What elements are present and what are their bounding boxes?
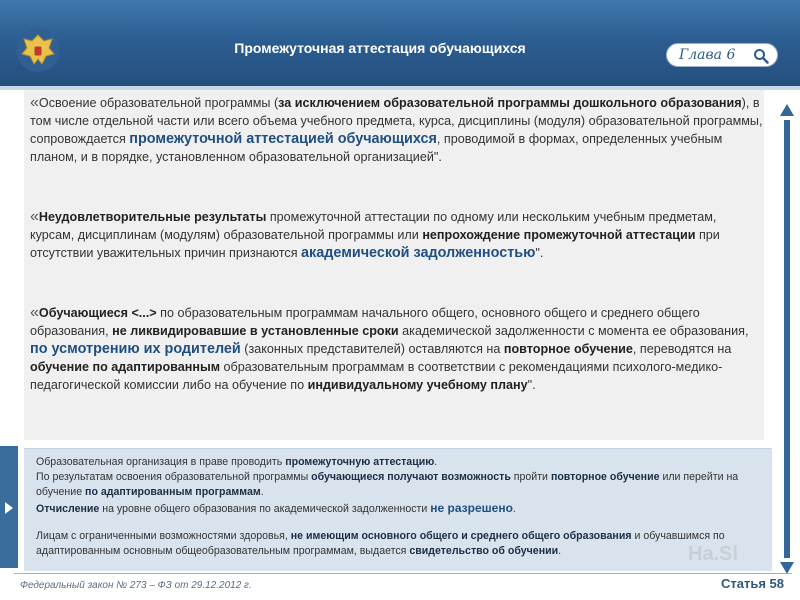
quote-mark: «	[30, 208, 39, 225]
bold-text: повторное обучение	[503, 342, 633, 356]
quote-mark: «	[30, 94, 39, 111]
text: академической задолженности с момента ее образования,	[398, 324, 749, 338]
text: промежуточной аттестации по одному или нескольким учебным предметам, курсам, дисциплинам (модулям) образовательной программы или	[30, 210, 717, 242]
text: образовательным программам в соответствии с рекомендациями психолого-медико-педагогической комиссии либо на обучение по	[30, 360, 723, 392]
note-paragraph-3	[36, 529, 764, 559]
page-title: Промежуточная аттестация обучающихся	[234, 40, 526, 56]
bold-text: Отчисление	[36, 503, 100, 515]
text: , проводимой в формах, определенных учебным планом, и в порядке, установленном образовательной организацией".	[30, 132, 723, 164]
bold-text: обучение по адаптированным	[30, 360, 221, 374]
highlight-text: по усмотрению их родителей	[30, 341, 241, 357]
bold-text: по адаптированным программам	[85, 486, 261, 498]
scroll-up-arrow-icon[interactable]	[780, 104, 794, 116]
text: и обучавшимся по адаптированным основным общеобразовательным программам, выдается	[36, 530, 725, 557]
text: пройти	[510, 471, 551, 483]
article-number: Статья 58	[720, 576, 784, 591]
text: Образовательная организация в праве проводить	[36, 456, 286, 468]
text: Освоение образовательной программы (	[38, 96, 279, 110]
text: ".	[535, 246, 544, 260]
bold-text: индивидуальному учебному плану	[307, 378, 528, 392]
highlight-text: не разрешено	[430, 501, 513, 515]
text: по образовательным программам начального общего, основного общего и среднего общего образования,	[30, 306, 700, 338]
text: .	[434, 456, 438, 468]
bold-text: непрохождение промежуточной аттестации	[422, 228, 696, 242]
scrollbar[interactable]	[780, 104, 794, 574]
summary-note	[24, 448, 772, 571]
play-arrow-icon	[5, 502, 13, 514]
text: на уровне общего образования по академической задолженности	[99, 503, 431, 515]
bold-text: обучающиеся получают возможность	[311, 471, 511, 483]
note-paragraph-1	[36, 455, 764, 500]
text: ".	[527, 378, 536, 392]
text: при отсутствии уважительных причин признаются	[30, 228, 720, 260]
search-icon[interactable]	[753, 48, 769, 64]
text: , переводятся на	[632, 342, 732, 356]
text: .	[558, 545, 562, 557]
paragraph-3	[30, 304, 770, 394]
note-paragraph-2	[36, 501, 764, 517]
bold-text: Обучающиеся <...>	[38, 306, 157, 320]
chapter-label: Глава 6	[679, 47, 736, 63]
text: (законных представителей) оставляются на	[240, 342, 504, 356]
text: Лицам с ограниченными возможностями здоровья,	[36, 530, 291, 542]
chapter-search-box[interactable]	[666, 43, 778, 67]
scroll-track[interactable]	[784, 120, 790, 558]
text: ), в том числе отдельной части или всего объема учебного предмета, курса, дисциплины (модуля) образовательной программы, сопровождается	[30, 96, 763, 146]
bold-text: свидетельство об обучении	[409, 545, 559, 557]
highlight-text: академической задолженностью	[301, 245, 536, 261]
bold-text: Неудовлетворительные результаты	[38, 210, 267, 224]
main-content	[24, 90, 764, 440]
bold-text: за исключением образовательной программы дошкольного образования	[278, 96, 742, 110]
expand-tab-button[interactable]	[0, 446, 18, 568]
text: .	[260, 486, 264, 498]
text: .	[512, 503, 516, 515]
text: По результатам освоения образовательной программы	[36, 471, 312, 483]
bold-text: не имеющим основного общего и среднего общего образования	[290, 530, 632, 542]
bold-text: повторное обучение	[550, 471, 660, 483]
header-bar	[0, 0, 800, 86]
paragraph-2	[30, 208, 740, 262]
watermark: Ha.Sl	[688, 543, 739, 565]
footer-divider	[14, 573, 792, 574]
text: или перейти на обучение	[36, 471, 739, 498]
quote-mark: «	[30, 304, 39, 321]
highlight-text: промежуточной аттестацией обучающихся	[129, 131, 437, 147]
bold-text: не ликвидировавшие в установленные сроки	[112, 324, 399, 338]
paragraph-1	[30, 94, 770, 166]
bold-text: промежуточную аттестацию	[285, 456, 435, 468]
law-reference: Федеральный закон № 273 – ФЗ от 29.12.2012 г.	[20, 580, 252, 591]
